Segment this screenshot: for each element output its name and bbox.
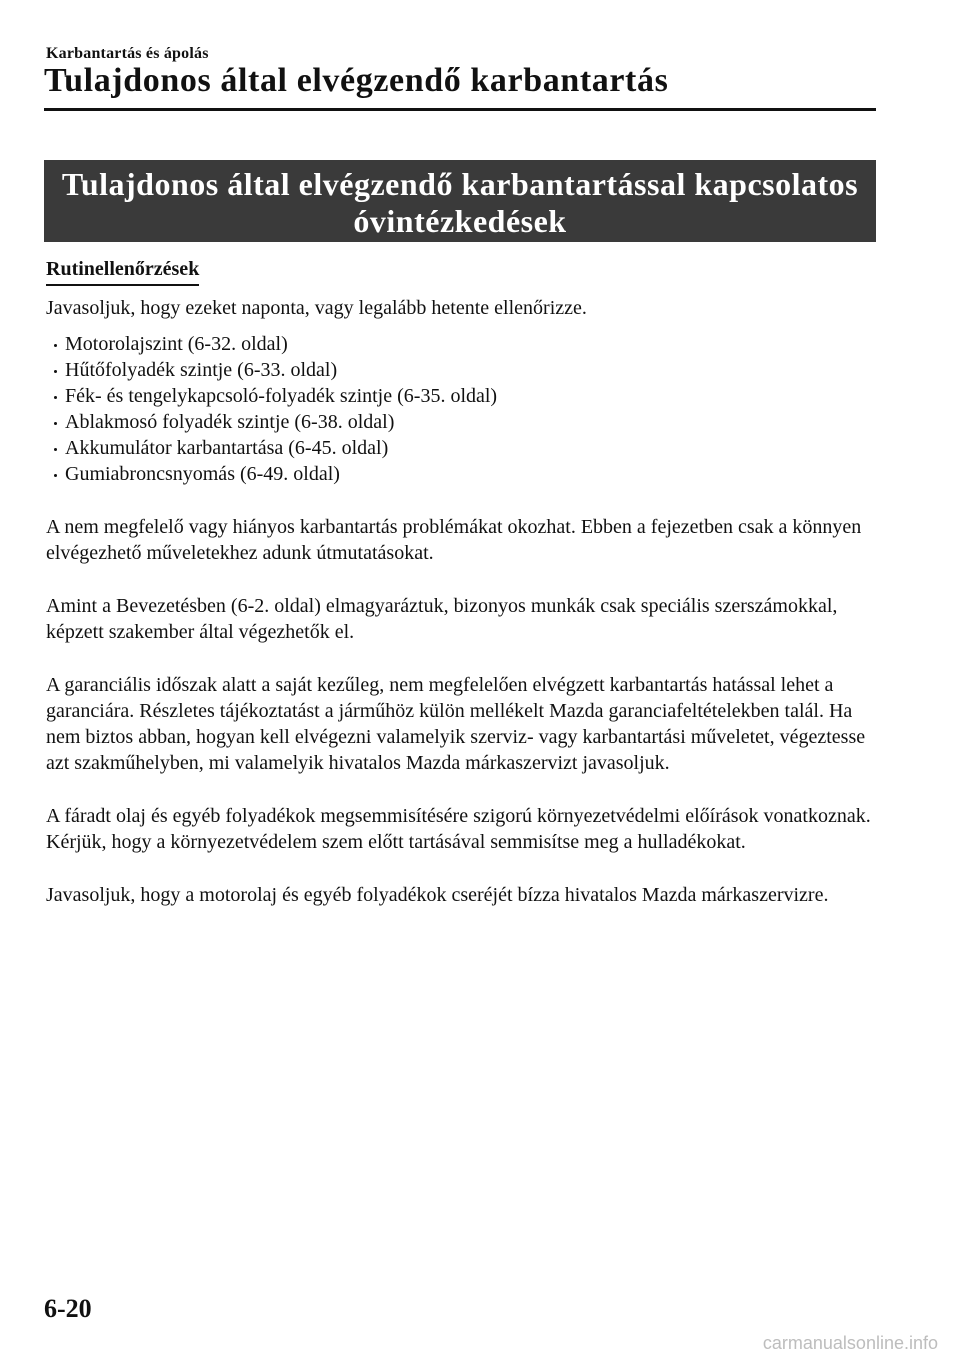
list-item: Motorolajszint (6-32. oldal) (54, 331, 876, 357)
banner-line-2: óvintézkedések (353, 203, 567, 239)
list-item: Ablakmosó folyadék szintje (6-38. oldal) (54, 409, 876, 435)
list-item: Fék- és tengelykapcsoló-folyadék szintje (6-35. oldal) (54, 383, 876, 409)
body-paragraph: Javasoljuk, hogy a motorolaj és egyéb folyadékok cseréjét bízza hivatalos Mazda márkaszervizre. (46, 884, 829, 906)
body-content (46, 295, 876, 935)
list-item: Gumiabroncsnyomás (6-49. oldal) (54, 461, 876, 487)
page-title: Tulajdonos által elvégzendő karbantartás (44, 62, 669, 99)
watermark: carmanualsonline.info (762, 1333, 938, 1353)
page-number: 6-20 (44, 1294, 92, 1323)
body-paragraph: A fáradt olaj és egyéb folyadékok megsemmisítésére szigorú környezetvédelmi előírások vonatkoznak. Kérjük, hogy a környezetvédelem szem előtt tartásával semmisítse meg a hulladékokat. (46, 805, 871, 853)
banner-line-1: Tulajdonos által elvégzendő karbantartással kapcsolatos (61, 166, 859, 202)
section-subheading: Rutinellenőrzések (46, 258, 199, 286)
section-banner (44, 160, 876, 242)
body-paragraph: A garanciális időszak alatt a saját kezűleg, nem megfelelően elvégzett karbantartás hatással lehet a garanciára. Részletes tájékoztatást a járműhöz külön mellékelt Mazda garanciafeltételekben talál. Ha nem biztos abban, hogyan kell elvégezni valamelyik szerviz- vagy karbantartási műveletet, végeztesse azt szakműhelyben, mi valamelyik hivatalos Mazda márkaszervizt javasoljuk. (46, 674, 866, 774)
intro-paragraph: Javasoljuk, hogy ezeket naponta, vagy legalább hetente ellenőrizze. (46, 297, 587, 319)
list-item: Akkumulátor karbantartása (6-45. oldal) (54, 435, 876, 461)
chapter-title: Karbantartás és ápolás (46, 45, 209, 62)
heading-divider (44, 108, 876, 111)
body-paragraph: Amint a Bevezetésben (6-2. oldal) elmagyaráztuk, bizonyos munkák csak speciális szerszámokkal, képzett szakember által végezhetők el. (46, 595, 838, 643)
list-item: Hűtőfolyadék szintje (6-33. oldal) (54, 357, 876, 383)
body-paragraph: A nem megfelelő vagy hiányos karbantartás problémákat okozhat. Ebben a fejezetben csak a könnyen elvégezhető műveletekhez adunk útmutatásokat. (46, 516, 862, 564)
check-list (46, 331, 876, 487)
